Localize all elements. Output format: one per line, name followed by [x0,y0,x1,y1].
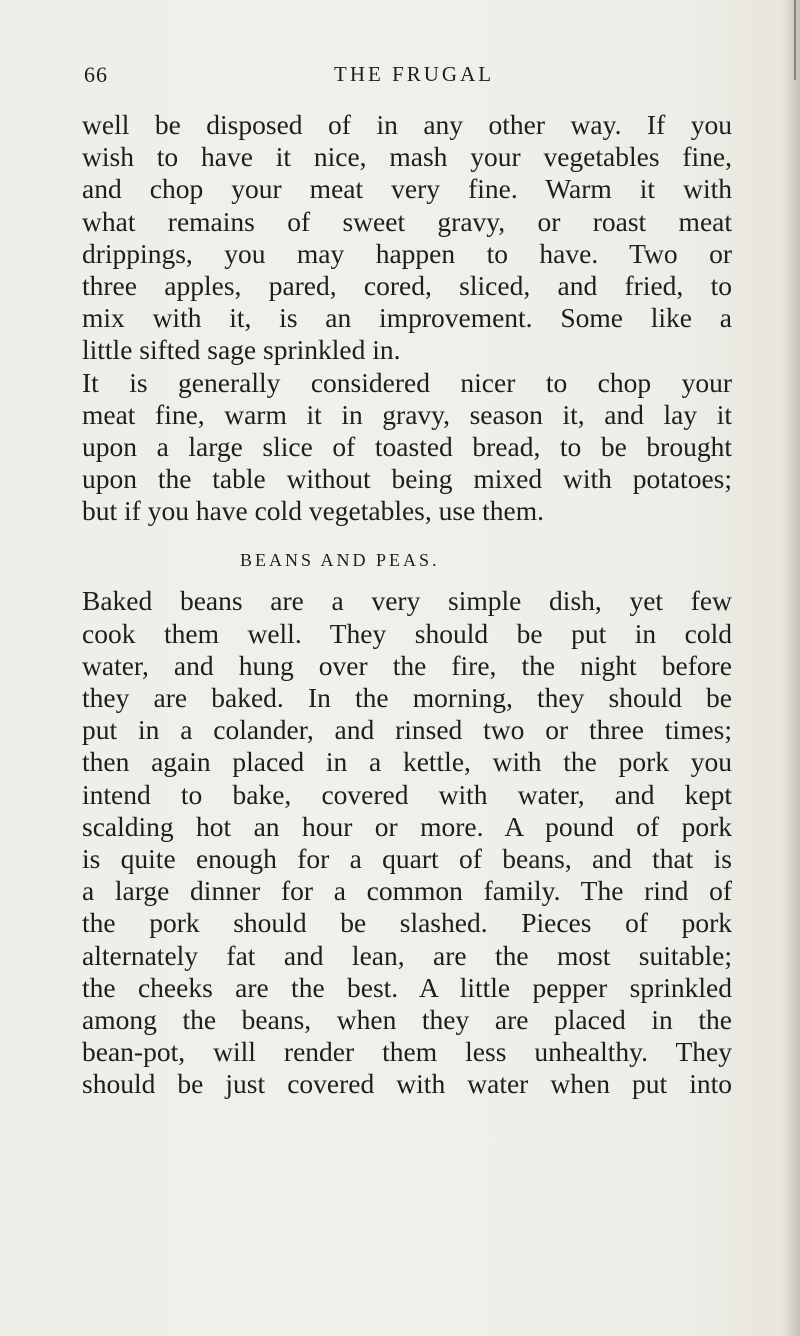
text-line: put in a colander, and rinsed two or three times; [82,714,732,746]
text-line: bean-pot, will render them less unhealthy. They [82,1036,732,1068]
text-line: among the beans, when they are placed in the [82,1003,732,1035]
text-line: upon the table without being mixed with potatoes; [82,463,732,495]
text-line: It is generally considered nicer to chop your [82,366,732,398]
page-body [82,109,732,1100]
text-line: intend to bake, covered with water, and kept [82,778,732,810]
text-line: what remains of sweet gravy, or roast meat [82,205,732,237]
text-line: meat fine, warm it in gravy, season it, and lay it [82,398,732,430]
paragraph-2 [82,367,732,528]
page-header [84,62,724,102]
text-line: then again placed in a kettle, with the pork you [82,746,732,778]
text-line: cook them well. They should be put in cold [82,617,732,649]
binding-mark [794,0,796,80]
text-line: three apples, pared, cored, sliced, and fried, to [82,269,732,301]
text-line: mix with it, is an improvement. Some like a [82,302,732,334]
text-line: drippings, you may happen to have. Two or [82,237,732,269]
page-edge-shadow [782,0,800,1336]
section-heading: BEANS AND PEAS. [240,550,440,571]
text-line: alternately fat and lean, are the most suitable; [82,939,732,971]
page-number: 66 [84,62,108,87]
paragraph-3 [82,585,732,1100]
text-line: Baked beans are a very simple dish, yet few [82,585,732,617]
text-line: the cheeks are the best. A little pepper sprinkled [82,971,732,1003]
text-line: but if you have cold vegetables, use them. [82,495,545,527]
text-line: wish to have it nice, mash your vegetables fine, [82,141,732,173]
text-line: upon a large slice of toasted bread, to be brought [82,430,732,462]
text-line: they are baked. In the morning, they should be [82,682,732,713]
text-line: well be disposed of in any other way. If you [82,109,732,140]
text-line: little sifted sage sprinkled in. [82,334,401,366]
running-title: THE FRUGAL [334,62,495,86]
text-line: and chop your meat very fine. Warm it with [82,173,732,205]
text-line: the pork should be slashed. Pieces of pork [82,907,732,939]
text-line: water, and hung over the fire, the night before [82,649,732,681]
text-line: a large dinner for a common family. The rind of [82,875,732,907]
text-line: should be just covered with water when put into [82,1068,732,1100]
text-line: is quite enough for a quart of beans, and that is [82,842,732,874]
text-line: scalding hot an hour or more. A pound of pork [82,810,732,842]
paragraph-1 [82,109,732,367]
